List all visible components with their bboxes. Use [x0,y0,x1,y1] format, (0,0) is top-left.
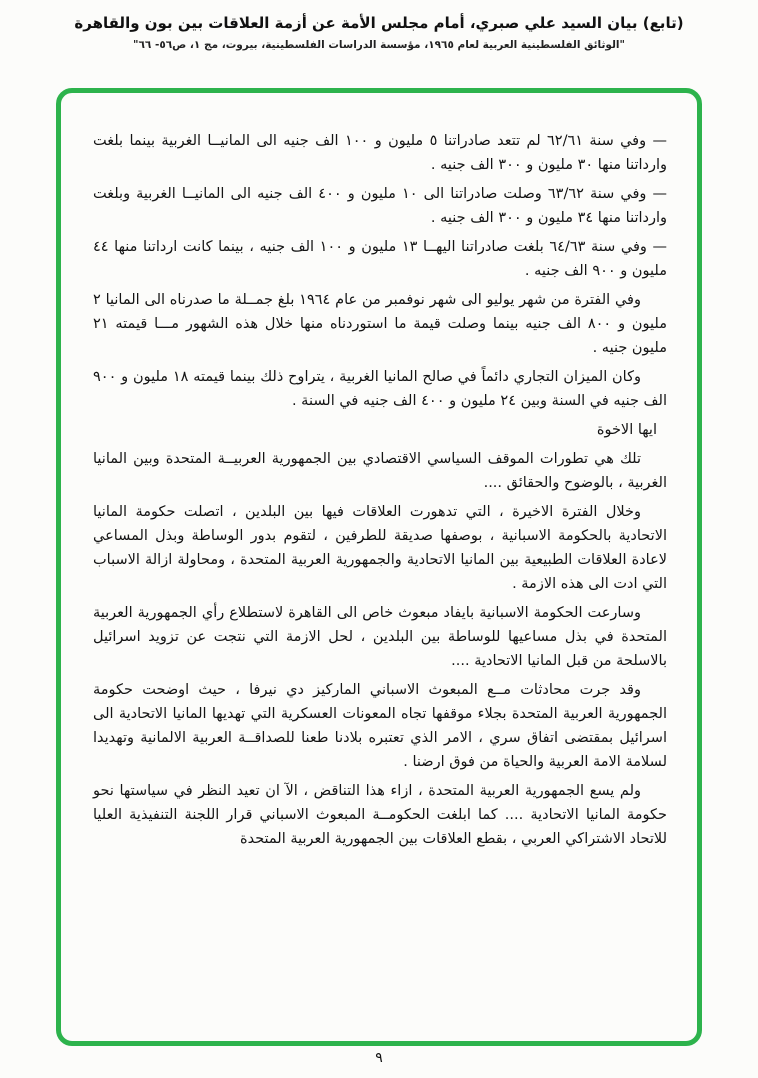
header-source-citation: "الوثائق الفلسطينية العربية لعام ١٩٦٥، مؤسسة الدراسات الفلسطينية، بيروت، مج ١، ص٥٦- ٦٦" [132,38,625,51]
paragraph-developments: تلك هي تطورات الموقف السياسي الاقتصادي بين الجمهورية العربيــة المتحدة وبين المانيا الغربية ، بالوضوح والحقائق .... [93,451,667,491]
paragraph-period-1964: وفي الفترة من شهر يوليو الى شهر نوفمبر من عام ١٩٦٤ بلغ جمــلة ما صدرناه الى المانيا ٢ مليون و ٨٠٠ الف جنيه بينما وصلت قيمة ما استوردناه منها خلال هذه الشهور مـــا قيمته ٢١ مليون جنيه . [93,292,667,356]
paragraph-spanish-mediation: وخلال الفترة الاخيرة ، التي تدهورت العلاقات فيها بين البلدين ، اتصلت حكومة المانيا الاتحادية بالحكومة الاسبانية ، بوصفها صديقة للطرفين ، لتقوم بدور الوساطة وبذل المساعي لاعادة العلاقات الطبيعية بين المانيا الاتحادية والجمهورية العربية المتحدة ، ومحاولة ازالة الاسباب التي ادت الى هذه الازمة . [93,504,667,592]
paragraph-spanish-envoy: وسارعت الحكومة الاسبانية بايفاد مبعوث خاص الى القاهرة لاستطلاع رأي الجمهورية العربية المتحدة في بذل مساعيها للوساطة بين البلدين ، لحل الازمة التي نتجت عن تزويد اسرائيل بالاسلحة من قبل المانيا الاتحادية .... [93,605,667,669]
paragraph-talks-marquis: وقد جرت محادثات مــع المبعوث الاسباني الماركيز دي نيرفا ، حيث اوضحت حكومة الجمهورية العربية المتحدة بجلاء موقفها تجاه المعونات العسكرية التي تهديها المانيا الاتحادية الى اسرائيل بمقتضى اتفاق سري ، الامر الذي تعتبره بلادنا طعنا للصداقــة العربية الالمانية وتهديدا لسلامة الامة العربية والحياة من فوق ارضنا . [93,682,667,770]
paragraph-trade-balance: وكان الميزان التجاري دائماً في صالح المانيا الغربية ، يتراوح ذلك بينما قيمته ١٨ مليون و ٩٠٠ الف جنيه في السنة وبين ٢٤ مليون و ٤٠٠ الف جنيه في السنة . [93,369,667,409]
paragraph-salutation: ايها الاخوة [596,422,657,438]
paragraph-export-year-62-63: — وفي سنة ٦٣/٦٢ وصلت صادراتنا الى ١٠ مليون و ٤٠٠ الف جنيه الى المانيــا الغربية وبلغت وارداتنا منها ٣٤ مليون و ٣٠٠ الف جنيه . [93,186,667,226]
page-number: ٩ [375,1050,383,1066]
content-frame [56,88,702,1046]
paragraph-export-year-61-62: — وفي سنة ٦٢/٦١ لم تتعد صادراتنا ٥ مليون و ١٠٠ الف جنيه الى المانيــا الغربية بينما بلغت وارداتنا منها ٣٠ مليون و ٣٠٠ الف جنيه . [93,133,667,173]
header-title: (تابع) بيان السيد علي صبري، أمام مجلس الأمة عن أزمة العلاقات بين بون والقاهرة [74,14,684,32]
body-text [61,93,697,851]
paragraph-decision-cut-relations: ولم يسع الجمهورية العربية المتحدة ، ازاء هذا التناقض ، الآ ان تعيد النظر في سياستها نحو حكومة المانيا الاتحادية .... كما ابلغت الحكومــة المبعوث الاسباني قرار اللجنة التنفيذية العليا للاتحاد الاشتراكي العربي ، بقطع العلاقات بين الجمهورية العربية المتحدة [93,783,667,847]
document-header [0,0,758,51]
paragraph-export-year-63-64: — وفي سنة ٦٤/٦٣ بلغت صادراتنا اليهــا ١٣ مليون و ١٠٠ الف جنيه ، بينما كانت ارداتنا منها ٤٤ مليون و ٩٠٠ الف جنيه . [93,239,667,279]
